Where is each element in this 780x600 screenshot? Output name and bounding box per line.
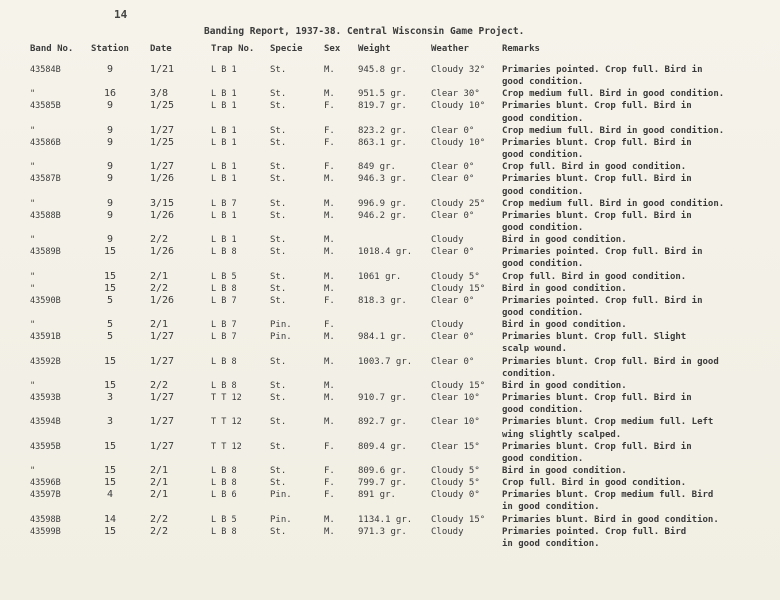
weight-cell: 1061 gr.: [358, 271, 402, 282]
weight-cell: 809.6 gr.: [358, 465, 407, 476]
table-row: [0, 246, 780, 258]
remarks-cell: Bird in good condition.: [502, 320, 627, 331]
table-row: [0, 271, 780, 283]
weather-cell: Cloudy 15°: [431, 380, 486, 391]
trap-number-cell: L B 8: [211, 380, 237, 391]
specie-cell: St.: [270, 478, 287, 489]
station-cell: 15: [103, 477, 117, 489]
weather-cell: Cloudy 10°: [431, 101, 486, 112]
specie-cell: St.: [270, 89, 287, 100]
specie-cell: St.: [270, 465, 287, 476]
header-remarks: Remarks: [502, 44, 540, 54]
station-cell: 9: [106, 136, 114, 148]
sex-cell: M.: [324, 65, 335, 75]
table-row: [0, 258, 780, 270]
table-row: [0, 501, 780, 513]
weight-cell: 819.7 gr.: [358, 101, 407, 112]
station-cell: 5: [106, 319, 114, 331]
weight-cell: 951.5 gr.: [358, 89, 407, 100]
sex-cell: F.: [324, 137, 335, 148]
remarks-cell: Crop full. Bird in good condition.: [502, 162, 687, 173]
table-row: [0, 538, 780, 550]
weather-cell: Clear 10°: [431, 393, 480, 404]
date-cell: 2/1: [150, 464, 169, 476]
specie-cell: St.: [270, 101, 287, 112]
station-cell: 3: [106, 416, 114, 428]
trap-number-cell: L B 8: [211, 247, 237, 258]
band-number-cell: ": [30, 125, 36, 136]
remarks-cell: Primaries blunt. Crop medium full. Bird: [502, 490, 714, 501]
remarks-cell: Primaries blunt. Crop full. Slight: [502, 332, 687, 343]
date-cell: 2/1: [150, 477, 169, 489]
trap-number-cell: L B 1: [211, 235, 237, 246]
weather-cell: Cloudy 15°: [431, 283, 486, 294]
trap-number-cell: T T 12: [211, 393, 242, 404]
page-number: 14: [114, 8, 128, 21]
sex-cell: F.: [324, 101, 335, 112]
remarks-cell: Crop medium full. Bird in good condition.: [502, 89, 725, 100]
trap-number-cell: L B 1: [211, 65, 237, 75]
remarks-cell: Primaries blunt. Crop medium full. Left: [502, 417, 714, 428]
band-number-cell: ": [30, 198, 36, 209]
station-cell: 14: [103, 513, 117, 525]
trap-number-cell: L B 1: [211, 125, 237, 136]
station-cell: 5: [106, 331, 114, 343]
specie-cell: St.: [270, 174, 287, 185]
trap-number-cell: L B 8: [211, 465, 237, 476]
band-number-cell: 43592B: [30, 356, 61, 367]
header-sex: Sex: [324, 44, 341, 54]
trap-number-cell: L B 1: [211, 101, 237, 112]
remarks-cell: wing slightly scalped.: [502, 429, 622, 440]
band-number-cell: 43590B: [30, 295, 61, 306]
date-cell: 2/2: [150, 282, 169, 294]
table-row: [0, 186, 780, 198]
weight-cell: 891 gr.: [358, 490, 396, 501]
band-number-cell: ": [30, 162, 36, 173]
remarks-cell: Primaries blunt. Bird in good condition.: [502, 514, 719, 525]
band-number-cell: ": [30, 380, 36, 391]
station-cell: 9: [106, 173, 114, 185]
specie-cell: St.: [270, 526, 287, 537]
trap-number-cell: L B 7: [211, 320, 237, 331]
table-row: [0, 283, 780, 295]
band-number-cell: 43584B: [30, 65, 61, 75]
trap-number-cell: L B 1: [211, 162, 237, 173]
weather-cell: Cloudy 5°: [431, 478, 480, 489]
band-number-cell: 43589B: [30, 247, 61, 258]
weight-cell: 1134.1 gr.: [358, 514, 413, 525]
date-cell: 1/27: [150, 124, 175, 136]
weather-cell: Clear 0°: [431, 210, 475, 221]
trap-number-cell: L B 5: [211, 514, 237, 525]
weight-cell: 823.2 gr.: [358, 125, 407, 136]
band-number-cell: ": [30, 89, 36, 100]
trap-number-cell: L B 8: [211, 356, 237, 367]
remarks-cell: Crop full. Bird in good condition.: [502, 478, 687, 489]
table-row: [0, 88, 780, 100]
band-number-cell: 43585B: [30, 101, 61, 112]
table-row: [0, 149, 780, 161]
specie-cell: St.: [270, 137, 287, 148]
weather-cell: Cloudy 0°: [431, 490, 480, 501]
specie-cell: St.: [270, 356, 287, 367]
weather-cell: Cloudy 10°: [431, 137, 486, 148]
weather-cell: Clear 0°: [431, 174, 475, 185]
station-cell: 9: [106, 64, 114, 75]
table-row: [0, 125, 780, 137]
specie-cell: St.: [270, 283, 287, 294]
table-row: [0, 514, 780, 526]
band-number-cell: ": [30, 465, 36, 476]
table-row: [0, 465, 780, 477]
table-row: [0, 526, 780, 538]
remarks-cell: Bird in good condition.: [502, 283, 627, 294]
date-cell: 1/27: [150, 416, 175, 428]
sex-cell: M.: [324, 356, 335, 367]
specie-cell: St.: [270, 198, 287, 209]
date-cell: 2/1: [150, 319, 169, 331]
specie-cell: St.: [270, 441, 287, 452]
date-cell: 1/26: [150, 246, 175, 258]
weather-cell: Clear 0°: [431, 332, 475, 343]
remarks-cell: good condition.: [502, 308, 584, 318]
table-row: [0, 392, 780, 404]
date-cell: 2/2: [150, 234, 169, 246]
remarks-cell: scalp wound.: [502, 344, 568, 355]
specie-cell: St.: [270, 295, 287, 306]
station-cell: 3: [106, 392, 114, 404]
weight-cell: 809.4 gr.: [358, 441, 407, 452]
date-cell: 2/1: [150, 489, 169, 501]
specie-cell: St.: [270, 210, 287, 221]
sex-cell: M.: [324, 271, 335, 282]
remarks-cell: Crop full. Bird in good condition.: [502, 271, 687, 282]
table-row: [0, 380, 780, 392]
header-trap-no: Trap No.: [211, 44, 255, 54]
trap-number-cell: L B 5: [211, 271, 237, 282]
table-row: [0, 404, 780, 416]
weather-cell: Cloudy 15°: [431, 514, 486, 525]
weight-cell: 892.7 gr.: [358, 417, 407, 428]
station-cell: 16: [103, 88, 117, 100]
band-number-cell: ": [30, 235, 36, 246]
trap-number-cell: L B 1: [211, 174, 237, 185]
trap-number-cell: L B 1: [211, 210, 237, 221]
table-header: [0, 43, 780, 55]
weather-cell: Cloudy 5°: [431, 271, 480, 282]
station-cell: 9: [106, 234, 114, 246]
remarks-cell: Primaries blunt. Crop full. Bird in: [502, 137, 692, 148]
sex-cell: F.: [324, 478, 335, 489]
table-row: [0, 307, 780, 319]
weight-cell: 910.7 gr.: [358, 393, 407, 404]
station-cell: 9: [106, 100, 114, 112]
specie-cell: St.: [270, 417, 287, 428]
sex-cell: M.: [324, 235, 335, 246]
specie-cell: St.: [270, 65, 287, 75]
table-row: [0, 429, 780, 441]
band-number-cell: 43587B: [30, 174, 61, 185]
station-cell: 15: [103, 270, 117, 282]
weight-cell: 863.1 gr.: [358, 137, 407, 148]
weight-cell: 946.3 gr.: [358, 174, 407, 185]
trap-number-cell: L B 8: [211, 526, 237, 537]
sex-cell: M.: [324, 417, 335, 428]
specie-cell: St.: [270, 125, 287, 136]
remarks-cell: Primaries pointed. Crop full. Bird: [502, 526, 687, 537]
sex-cell: F.: [324, 295, 335, 306]
table-row: [0, 295, 780, 307]
trap-number-cell: T T 12: [211, 417, 242, 428]
date-cell: 2/1: [150, 270, 169, 282]
date-cell: 1/26: [150, 209, 175, 221]
sex-cell: F.: [324, 465, 335, 476]
table-row: [0, 76, 780, 88]
table-row: [0, 222, 780, 234]
remarks-cell: Bird in good condition.: [502, 235, 627, 246]
remarks-cell: Primaries blunt. Crop full. Bird in: [502, 393, 692, 404]
band-number-cell: ": [30, 283, 36, 294]
weather-cell: Clear 0°: [431, 295, 475, 306]
sex-cell: M.: [324, 393, 335, 404]
weight-cell: 945.8 gr.: [358, 65, 407, 75]
remarks-cell: Primaries blunt. Crop full. Bird in: [502, 210, 692, 221]
specie-cell: St.: [270, 235, 287, 246]
station-cell: 15: [103, 379, 117, 391]
specie-cell: St.: [270, 271, 287, 282]
sex-cell: M.: [324, 89, 335, 100]
table-row: [0, 137, 780, 149]
table-row: [0, 356, 780, 368]
station-cell: 9: [106, 197, 114, 209]
weather-cell: Cloudy 25°: [431, 198, 486, 209]
specie-cell: St.: [270, 393, 287, 404]
sex-cell: M.: [324, 283, 335, 294]
band-number-cell: 43586B: [30, 137, 61, 148]
table-row: [0, 100, 780, 112]
band-number-cell: 43591B: [30, 332, 61, 343]
specie-cell: St.: [270, 162, 287, 173]
table-row: [0, 453, 780, 465]
trap-number-cell: L B 7: [211, 295, 237, 306]
weather-cell: Clear 0°: [431, 356, 475, 367]
table-row: [0, 161, 780, 173]
sex-cell: M.: [324, 174, 335, 185]
weather-cell: Cloudy 32°: [431, 65, 486, 75]
sex-cell: F.: [324, 162, 335, 173]
remarks-cell: in good condition.: [502, 538, 600, 549]
date-cell: 1/27: [150, 355, 175, 367]
trap-number-cell: L B 8: [211, 478, 237, 489]
page-title: Banding Report, 1937-38. Central Wisconsin Game Project.: [204, 26, 525, 37]
remarks-cell: Crop medium full. Bird in good condition.: [502, 198, 725, 209]
weather-cell: Clear 30°: [431, 89, 480, 100]
trap-number-cell: L B 6: [211, 490, 237, 501]
band-number-cell: ": [30, 320, 36, 331]
sex-cell: M.: [324, 332, 335, 343]
specie-cell: St.: [270, 247, 287, 258]
date-cell: 3/15: [150, 197, 175, 209]
band-number-cell: ": [30, 271, 36, 282]
weight-cell: 984.1 gr.: [358, 332, 407, 343]
remarks-cell: good condition.: [502, 113, 584, 124]
remarks-cell: Primaries blunt. Crop full. Bird in: [502, 441, 692, 452]
header-weather: Weather: [431, 44, 469, 54]
band-number-cell: 43588B: [30, 210, 61, 221]
weather-cell: Clear 0°: [431, 162, 475, 173]
header-band-no: Band No.: [30, 44, 74, 54]
remarks-cell: good condition.: [502, 77, 584, 88]
band-number-cell: 43599B: [30, 526, 61, 537]
weight-cell: 849 gr.: [358, 162, 396, 173]
station-cell: 4: [106, 489, 114, 501]
sex-cell: M.: [324, 210, 335, 221]
date-cell: 1/27: [150, 161, 175, 173]
specie-cell: Pin.: [270, 320, 292, 331]
weight-cell: 799.7 gr.: [358, 478, 407, 489]
remarks-cell: good condition.: [502, 405, 584, 416]
date-cell: 3/8: [150, 88, 169, 100]
station-cell: 15: [103, 246, 117, 258]
station-cell: 15: [103, 525, 117, 537]
specie-cell: Pin.: [270, 332, 292, 343]
table-row: [0, 368, 780, 380]
band-number-cell: 43594B: [30, 417, 61, 428]
table-row: [0, 441, 780, 453]
weather-cell: Cloudy 5°: [431, 465, 480, 476]
sex-cell: M.: [324, 247, 335, 258]
date-cell: 1/26: [150, 294, 175, 306]
remarks-cell: Primaries blunt. Crop full. Bird in good: [502, 356, 719, 367]
station-cell: 5: [106, 294, 114, 306]
weight-cell: 1018.4 gr.: [358, 247, 413, 258]
header-specie: Specie: [270, 44, 303, 54]
date-cell: 1/27: [150, 331, 175, 343]
band-number-cell: 43596B: [30, 478, 61, 489]
remarks-cell: Primaries blunt. Crop full. Bird in: [502, 174, 692, 185]
sex-cell: M.: [324, 198, 335, 209]
specie-cell: St.: [270, 380, 287, 391]
table-row: [0, 234, 780, 246]
weight-cell: 818.3 gr.: [358, 295, 407, 306]
table-row: [0, 331, 780, 343]
table-row: [0, 343, 780, 355]
date-cell: 1/25: [150, 136, 175, 148]
table-row: [0, 477, 780, 489]
trap-number-cell: L B 7: [211, 332, 237, 343]
trap-number-cell: L B 1: [211, 89, 237, 100]
date-cell: 2/2: [150, 525, 169, 537]
weather-cell: Clear 0°: [431, 247, 475, 258]
remarks-cell: good condition.: [502, 186, 584, 197]
remarks-cell: Bird in good condition.: [502, 465, 627, 476]
sex-cell: M.: [324, 380, 335, 391]
weight-cell: 971.3 gr.: [358, 526, 407, 537]
weight-cell: 1003.7 gr.: [358, 356, 413, 367]
band-number-cell: 43593B: [30, 393, 61, 404]
specie-cell: Pin.: [270, 490, 292, 501]
station-cell: 15: [103, 464, 117, 476]
header-date: Date: [150, 44, 172, 54]
station-cell: 9: [106, 209, 114, 221]
sex-cell: M.: [324, 526, 335, 537]
station-cell: 15: [103, 440, 117, 452]
weather-cell: Clear 10°: [431, 417, 480, 428]
weather-cell: Clear 0°: [431, 125, 475, 136]
table-row: [0, 210, 780, 222]
station-cell: 15: [103, 282, 117, 294]
weather-cell: Cloudy: [431, 320, 464, 331]
remarks-cell: in good condition.: [502, 502, 600, 513]
weather-cell: Cloudy: [431, 235, 464, 246]
specie-cell: Pin.: [270, 514, 292, 525]
remarks-cell: Bird in good condition.: [502, 380, 627, 391]
trap-number-cell: L B 7: [211, 198, 237, 209]
sex-cell: F.: [324, 490, 335, 501]
date-cell: 1/21: [150, 64, 175, 75]
table-row: [0, 319, 780, 331]
table-row: [0, 113, 780, 125]
station-cell: 15: [103, 355, 117, 367]
date-cell: 1/27: [150, 440, 175, 452]
remarks-cell: good condition.: [502, 259, 584, 270]
table-row: [0, 173, 780, 185]
header-station: Station: [91, 44, 129, 54]
remarks-cell: Primaries pointed. Crop full. Bird in: [502, 247, 703, 258]
sex-cell: M.: [324, 514, 335, 525]
remarks-cell: Primaries blunt. Crop full. Bird in: [502, 101, 692, 112]
weather-cell: Clear 15°: [431, 441, 480, 452]
remarks-cell: good condition.: [502, 222, 584, 233]
date-cell: 1/25: [150, 100, 175, 112]
header-weight: Weight: [358, 44, 391, 54]
band-number-cell: 43595B: [30, 441, 61, 452]
date-cell: 1/27: [150, 392, 175, 404]
remarks-cell: good condition.: [502, 150, 584, 161]
date-cell: 2/2: [150, 379, 169, 391]
date-cell: 1/26: [150, 173, 175, 185]
weight-cell: 996.9 gr.: [358, 198, 407, 209]
table-row: [0, 489, 780, 501]
table-row: [0, 416, 780, 428]
sex-cell: F.: [324, 441, 335, 452]
weight-cell: 946.2 gr.: [358, 210, 407, 221]
date-cell: 2/2: [150, 513, 169, 525]
station-cell: 9: [106, 124, 114, 136]
trap-number-cell: L B 1: [211, 137, 237, 148]
trap-number-cell: T T 12: [211, 441, 242, 452]
station-cell: 9: [106, 161, 114, 173]
trap-number-cell: L B 8: [211, 283, 237, 294]
remarks-cell: condition.: [502, 368, 557, 379]
weather-cell: Cloudy: [431, 526, 464, 537]
band-number-cell: 43598B: [30, 514, 61, 525]
sex-cell: F.: [324, 320, 335, 331]
remarks-cell: Primaries pointed. Crop full. Bird in: [502, 295, 703, 306]
band-number-cell: 43597B: [30, 490, 61, 501]
sex-cell: F.: [324, 125, 335, 136]
remarks-cell: Crop medium full. Bird in good condition.: [502, 125, 725, 136]
remarks-cell: Primaries pointed. Crop full. Bird in: [502, 65, 703, 75]
table-row: [0, 64, 780, 76]
table-row: [0, 198, 780, 210]
remarks-cell: good condition.: [502, 453, 584, 464]
